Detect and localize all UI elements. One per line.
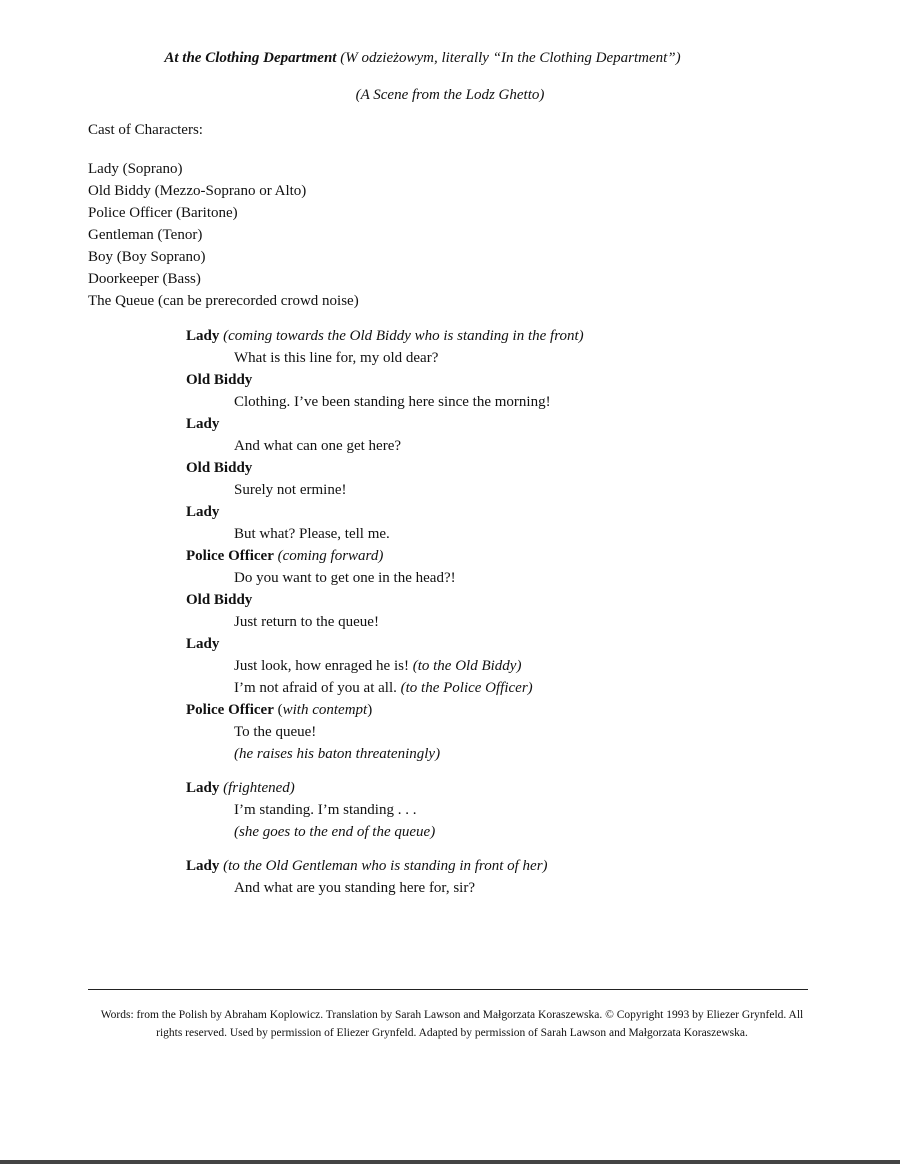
dialogue-line: To the queue! — [234, 724, 317, 740]
dialogue-line: I’m standing. I’m standing . . . — [234, 802, 417, 818]
stage-direction: (to the Police Officer) — [400, 680, 533, 696]
stage-direction: with contempt — [282, 702, 368, 718]
dialogue-line: And what are you standing here for, sir? — [234, 880, 475, 896]
speaker-line — [186, 501, 806, 523]
footnote-divider — [88, 989, 808, 990]
cast-member: The Queue (can be prerecorded crowd noise) — [88, 293, 359, 309]
stage-direction: (to the Old Gentleman who is standing in front of her) — [219, 858, 548, 874]
stage-direction: (coming towards the Old Biddy who is standing in the front) — [219, 328, 584, 344]
speaker-line — [186, 369, 806, 391]
speaker-name: Police Officer — [186, 548, 274, 564]
dialogue-line — [186, 655, 806, 677]
scene-title — [0, 50, 845, 67]
speaker-line — [186, 457, 806, 479]
cast-member: Boy (Boy Soprano) — [88, 249, 206, 265]
cast-member: Old Biddy (Mezzo-Soprano or Alto) — [88, 183, 307, 199]
dialogue-line: And what can one get here? — [234, 438, 402, 454]
speaker-name: Police Officer — [186, 702, 274, 718]
speaker-line — [186, 413, 806, 435]
dialogue-line: Just return to the queue! — [234, 614, 379, 630]
speaker-line — [186, 545, 806, 567]
stage-direction: (frightened) — [219, 780, 295, 796]
dialogue — [186, 325, 806, 899]
speaker-name: Old Biddy — [186, 592, 253, 608]
paren-close: ) — [367, 702, 373, 718]
dialogue-line: Clothing. I’ve been standing here since the morning! — [234, 394, 551, 410]
speaker-line — [186, 777, 806, 799]
speaker-name: Lady — [186, 504, 220, 520]
dialogue-line: Surely not ermine! — [234, 482, 347, 498]
speaker-line — [186, 633, 806, 655]
speaker-name: Lady — [186, 780, 220, 796]
speaker-name: Lady — [186, 328, 220, 344]
cast-member: Lady (Soprano) — [88, 161, 183, 177]
scene-title-bold: At the Clothing Department — [164, 50, 337, 66]
speaker-name: Old Biddy — [186, 460, 253, 476]
paren-open: ( — [273, 702, 283, 718]
speaker-name: Lady — [186, 636, 220, 652]
spacer — [186, 765, 806, 777]
dialogue-line: But what? Please, tell me. — [234, 526, 390, 542]
scene-title-translation: (W odzieżowym, literally “In the Clothing Department”) — [336, 50, 681, 66]
spacer — [186, 843, 806, 855]
stage-direction: (to the Old Biddy) — [412, 658, 522, 674]
dialogue-line — [186, 677, 806, 699]
cast-heading: Cast of Characters: — [88, 122, 203, 138]
page-bottom-edge — [0, 1160, 900, 1164]
dialogue-text: I’m not afraid of you at all. — [234, 680, 401, 696]
speaker-line — [186, 699, 806, 721]
stage-direction-line: (she goes to the end of the queue) — [234, 824, 436, 840]
cast-list — [88, 158, 359, 312]
cast-member: Police Officer (Baritone) — [88, 205, 238, 221]
speaker-name: Lady — [186, 416, 220, 432]
dialogue-line: What is this line for, my old dear? — [234, 350, 439, 366]
speaker-name: Old Biddy — [186, 372, 253, 388]
copyright-footer: Words: from the Polish by Abraham Koplowicz. Translation by Sarah Lawson and Małgorzata Koraszewska. © Copyright 1993 by Eliezer Grynfeld. All rights reserved. Used by permission of Eliezer Grynfeld. Adapted by permission of Sarah Lawson and Małgorzata Koraszewska. — [100, 1009, 804, 1039]
dialogue-line: Do you want to get one in the head?! — [234, 570, 456, 586]
speaker-line — [186, 855, 806, 877]
speaker-line — [186, 589, 806, 611]
stage-direction-line: (he raises his baton threateningly) — [234, 746, 441, 762]
dialogue-text: Just look, how enraged he is! — [234, 658, 413, 674]
scene-subtitle: (A Scene from the Lodz Ghetto) — [355, 87, 545, 103]
speaker-line — [186, 325, 806, 347]
stage-direction: (coming forward) — [273, 548, 384, 564]
cast-member: Gentleman (Tenor) — [88, 227, 203, 243]
speaker-name: Lady — [186, 858, 220, 874]
cast-member: Doorkeeper (Bass) — [88, 271, 201, 287]
